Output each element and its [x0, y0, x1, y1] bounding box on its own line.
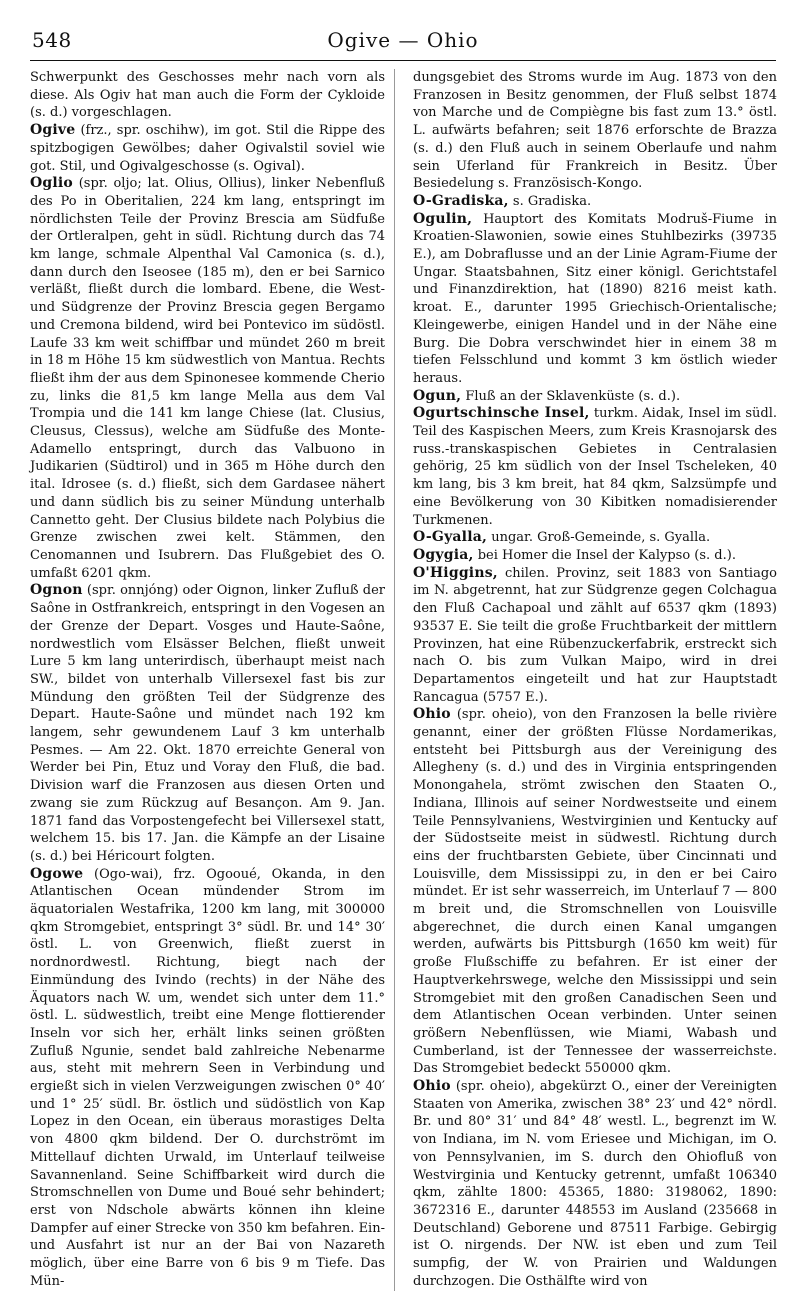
- entry-ogive: [30, 122, 385, 175]
- entry-ogulin: [413, 211, 777, 388]
- entry-headword: Ohio: [413, 706, 451, 723]
- entry-text: turkm. Aidak, Insel im südl. Teil des Kaspischen Meers, zum Kreis Krasnojarsk des russ.-transkaspischen Gebietes in Centralasien gehörig, 25 km südlich von der Insel Tscheleken, 40 km lang, bis 3 km breit, hat 84 qkm, Salzsümpfe und eine Bevölkerung von 30 Kibitken nomadisierender Turkmenen.: [413, 406, 778, 528]
- entry-o-gradiska: [413, 193, 777, 211]
- entry-text: (Ogo-wai), frz. Ogooué, Okanda, in den Atlantischen Ocean mündender Strom im äquatorialen Westafrika, 1200 km lang, mit 300000 qkm Stromgebiet, entspringt 3° südl. Br. und 14° 30′ östl. L. von Greenwich, fließt zuerst in nordnordwestl. Richtung, biegt nach der Einmündung des Ivindo (rechts) in der Nähe des Äquators nach W. um, wendet sich unter dem 11.° östl. L. südwestlich, treibt eine Menge flottierender Inseln vor sich her, erhält links seinen größten Zufluß Ngunie, sendet bald zahlreiche Nebenarme aus, steht mit mehrern Seen in Verbindung und ergießt sich in vielen Verzweigungen zwischen 0° 40′ und 1° 25′ südl. Br. östlich und südöstlich von Kap Lopez in den Ocean, ein überaus morastiges Delta von 4800 qkm bildend. Der O. durchströmt im Mittellauf dichten Urwald, im Unterlauf teilweise Savannenland. Seine Schiffbarkeit wird durch die Stromschnellen von Dume und Boué sehr behindert; erst von Ndschole abwärts können ihn kleine Dampfer auf einer Strecke von 350 km befahren. Ein- und Ausfahrt ist nur an der Bai von Nazareth möglich, über eine Barre von 6 bis 9 m Tiefe. Das Mün-: [30, 866, 385, 1289]
- entry-text: Fluß an der Sklavenküste (s. d.).: [461, 388, 681, 404]
- entry-text: Hauptort des Komitats Modruš-Fiume in Kroatien-Slawonien, sowie eines Stuhlbezirks (39735 E.), am Dobraflusse und an der Linie Agram-Fiume der Ungar. Staatsbahnen, Sitz einer königl. Gerichtstafel und Finanzdirektion, hat (1890) 8216 meist kath. kroat. E., darunter 1995 Griechisch-Orientalische; Kleingewerbe, einigen Handel und in der Nähe eine Burg. Die Dobra verschwindet hier in einem 38 m tiefen Felsschlund und kommt 3 km östlich wieder heraus.: [413, 211, 777, 386]
- entry-text: bei Homer die Insel der Kalypso (s. d.).: [473, 547, 736, 563]
- entry-text: (spr. oheio), abgekürzt O., einer der Vereinigten Staaten von Amerika, zwischen 38° 23′ und 42° nördl. Br. und 80° 31′ und 84° 48′ westl. L., begrenzt im W. von Indiana, im N. vom Eriesee und Michigan, im O. von Pennsylvanien, im S. durch den Ohiofluß von Westvirginia und Kentucky getrennt, umfaßt 106340 qkm, zählte 1800: 45365, 1880: 3198062, 1890: 3672316 E., darunter 448553 im Ausland (235668 in Deutschland) Geborene und 87511 Farbige. Gebirgig ist O. nirgends. Der NW. ist eben und zum Teil sumpfig, der W. von Prairien und Waldungen durchzogen. Die Osthälfte wird von: [413, 1079, 777, 1289]
- entry-ogowe: [30, 866, 385, 1291]
- entry-headword: Ogulin,: [413, 210, 473, 227]
- entry-text: dungsgebiet des Stroms wurde im Aug. 1873 von den Franzosen in Besitz genommen, der Fluß selbst 1874 von Marche und de Compiègne bis fast zum 13.° östl. L. aufwärts befahren; seit 1876 erforschte de Brazza (s. d.) den Fluß auch in seinem Oberlaufe und nahm sein Uferland für Frankreich in Besitz. Über Besiedelung s. Französisch-Kongo.: [413, 70, 777, 192]
- entry-ogurtschinsche-insel: [413, 405, 777, 529]
- entry-text: (spr. oheio), von den Franzosen la belle rivière genannt, einer der größten Flüsse Nordamerikas, entsteht bei Pittsburgh aus der Vereinigung des Allegheny (s. d.) und des in Virginia entspringenden Monongahela, strömt zwischen den Staaten O., Indiana, Illinois auf seiner Nordwestseite und einem Teile Pennsylvaniens, Westvirginien und Kentucky auf der Südostseite meist in südwestl. Richtung durch eins der fruchtbarsten Gebiete, über Cincinnati und Louisville, dem Mississippi zu, in den er bei Cairo mündet. Er ist sehr wasserreich, im Unterlauf 7 — 800 m breit und, die Stromschnellen von Louisville abgerechnet, die durch einen Kanal umgangen werden, aufwärts bis Pittsburgh (1650 km weit) für große Flußschiffe zu befahren. Er ist einer der Hauptverkehrswege, welche den Mississippi und sein Stromgebiet mit den großen Canadischen Seen und dem Atlantischen Ocean verbinden. Unter seinen größern Nebenflüssen, wie Miami, Wabash und Cumberland, ist der Tennessee der wasserreichste. Das Stromgebiet bedeckt 550000 qkm.: [413, 707, 777, 1077]
- entry-headword: Ogun,: [413, 387, 462, 404]
- entry-oglio: [30, 175, 385, 582]
- page-header: [30, 26, 776, 61]
- entry-continuation-schwerpunkt: [30, 69, 385, 122]
- entry-text: (frz., spr. oschihw), im got. Stil die Rippe des spitzbogigen Gewölbes; daher Ogivalstil soviel wie got. Stil, und Ogivalgeschosse (s. Ogival).: [30, 123, 385, 174]
- entry-headword: Ogygia,: [413, 546, 474, 563]
- entry-text: s. Gradiska.: [508, 193, 592, 209]
- entry-ogygia: [413, 547, 777, 565]
- entry-headword: Ogurtschinsche Insel,: [413, 405, 590, 422]
- text-columns: [30, 69, 776, 1291]
- entry-headword: O-Gyalla,: [413, 529, 488, 546]
- entry-headword: Ogowe: [30, 865, 84, 882]
- entry-ognon: [30, 582, 385, 865]
- entry-headword: Ogive: [30, 122, 76, 139]
- entry-headword: Ohio: [413, 1078, 451, 1095]
- entry-ohio-state: [413, 1078, 777, 1290]
- running-head: Ogive — Ohio: [327, 28, 479, 52]
- entry-ogun: [413, 388, 777, 406]
- entry-headword: Ognon: [30, 582, 83, 599]
- entry-continuation-muendungsgebiet: [413, 69, 777, 193]
- right-column: [413, 69, 777, 1291]
- entry-text: (spr. onnjóng) oder Oignon, linker Zufluß der Saône in Ostfrankreich, entspringt in den Vogesen an der Grenze der Depart. Vosges und Haute-Saône, nordwestlich vom Elsässer Belchen, fließt unweit Lure 5 km lang unterirdisch, überhaupt meist nach SW., bildet von unterhalb Villersexel fast bis zur Mündung den größten Teil der Südgrenze des Depart. Haute-Saône und mündet nach 192 km langem, sehr gewundenem Lauf 3 km unterhalb Pesmes. — Am 22. Okt. 1870 erreichte General von Werder bei Pin, Etuz und Voray den Fluß, die bad. Division warf die Franzosen aus diesen Orten und zwang sie zum Rückzug auf Besançon. Am 9. Jan. 1871 fand das Vorpostengefecht bei Villersexel statt, welchem 15. bis 17. Jan. die Kämpfe an der Lisaine (s. d.) bei Héricourt folgten.: [30, 583, 385, 864]
- left-column: [30, 69, 395, 1291]
- entry-text: chilen. Provinz, seit 1883 von Santiago im N. abgetrennt, hat zur Südgrenze gegen Colchagua den Fluß Cachapoal und zählt auf 6537 qkm (1893) 93537 E. Sie teilt die große Fruchtbarkeit der mittlern Provinzen, hat eine Rübenzuckerfabrik, erstreckt sich nach O. bis zum Vulkan Maipo, wird in drei Departamentos eingeteilt und hat zur Hauptstadt Rancagua (5757 E.).: [413, 565, 777, 705]
- entry-text: Schwerpunkt des Geschosses mehr nach vorn als diese. Als Ogiv hat man auch die Form der Cykloide (s. d.) vorgeschlagen.: [30, 70, 385, 121]
- entry-ohio-river: [413, 706, 777, 1078]
- entry-ohiggins: [413, 565, 777, 707]
- entry-text: (spr. oljo; lat. Olius, Ollius), linker Nebenfluß des Po in Oberitalien, 224 km lang, entspringt im nördlichsten Teile der Provinz Brescia am Südfuße der Ortleralpen, geht in südl. Richtung durch das 74 km lange, schmale Alpenthal Val Camonica (s. d.), dann durch den Iseosee (185 m), den er bei Sarnico verläßt, fließt durch die lombard. Ebene, die West- und Südgrenze der Provinz Brescia gegen Bergamo und Cremona bildend, wird bei Pontevico im südöstl. Laufe 33 km weit schiffbar und mündet 260 m breit in 18 m Höhe 15 km südwestlich von Mantua. Rechts fließt ihm der aus dem Spinonesee kommende Cherio zu, links die 81,5 km lange Mella aus dem Val Trompia und die 141 km lange Chiese (lat. Clusius, Cleusus, Clessus), welche am Südfuße des Monte-Adamello entspringt, durch das Valbuono in Judikarien (Südtirol) und in 365 m Höhe durch den ital. Idrosee (s. d.) fließt, sich dem Gardasee nähert und dann südlich bis zu seiner Mündung unterhalb Cannetto geht. Der Clusius bildete nach Polybius die Grenze zwischen zwei kelt. Stämmen, den Cenomannen und Isubrern. Das Flußgebiet des O. umfaßt 6201 qkm.: [30, 176, 385, 581]
- entry-text: ungar. Groß-Gemeinde, s. Gyalla.: [487, 530, 711, 546]
- entry-headword: O-Gradiska,: [413, 192, 509, 209]
- entry-headword: O'Higgins,: [413, 564, 498, 581]
- page-number: 548: [32, 28, 72, 52]
- entry-o-gyalla: [413, 529, 777, 547]
- entry-headword: Oglio: [30, 175, 73, 192]
